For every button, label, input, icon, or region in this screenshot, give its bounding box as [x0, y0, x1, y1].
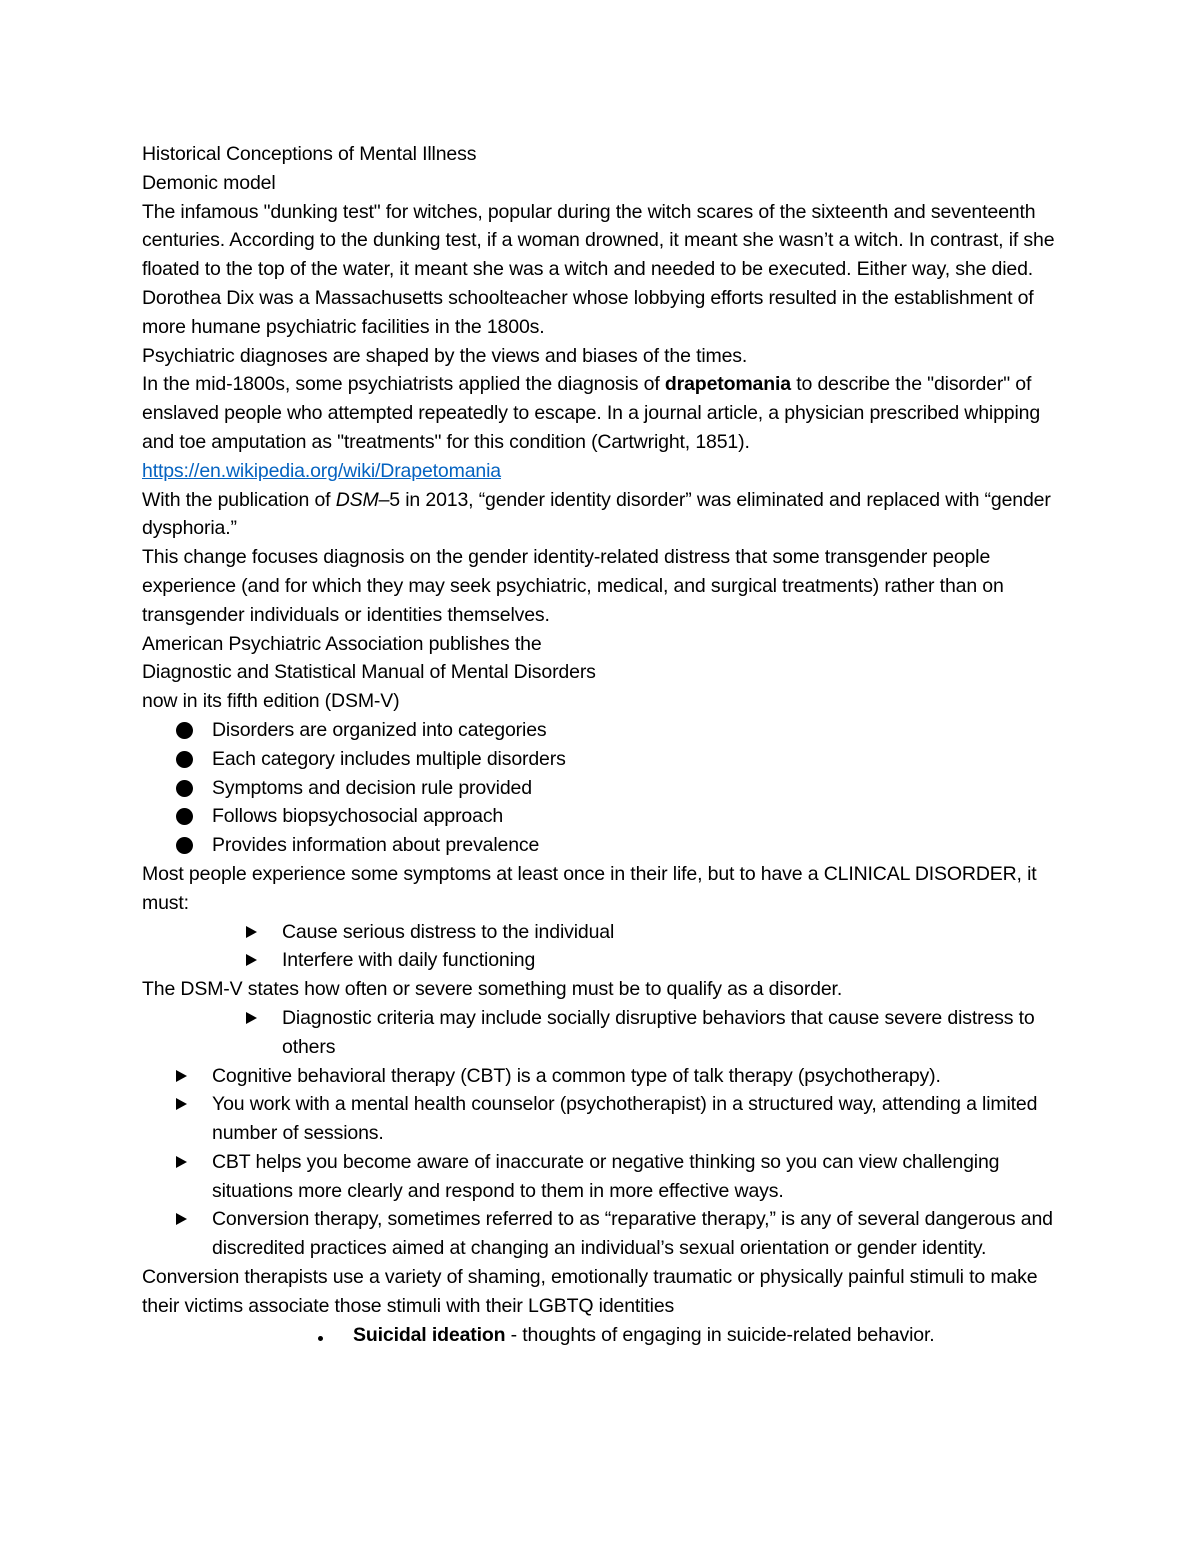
- list-item: CBT helps you become aware of inaccurate or negative thinking so you can view challenging situations more clearly and respond to them in more effective ways.: [142, 1148, 1072, 1206]
- suicidal-ideation-term: Suicidal ideation: [353, 1323, 506, 1346]
- paragraph-drapetomania: [142, 370, 1072, 485]
- drapetomania-text-after: to describe the "disorder" of enslaved people who attempted repeatedly to escape. In a journal article, a physician prescribed whipping and toe amputation as "treatments" for this condition (Cartwright, 1851).: [142, 373, 1041, 453]
- small-bullet-icon: [318, 1336, 323, 1341]
- list-item: Each category includes multiple disorders: [142, 745, 1072, 774]
- drapetomania-term: drapetomania: [664, 373, 791, 396]
- list-item: Symptoms and decision rule provided: [142, 774, 1072, 803]
- paragraph-change: This change focuses diagnosis on the gender identity-related distress that some transgender people experience (and for which they may seek psychiatric, medical, and surgical treatments) rather than on transgender individuals or identities themselves.: [142, 546, 1004, 626]
- list-item: Disorders are organized into categories: [142, 716, 1072, 745]
- arrow-bullet-icon: [246, 954, 257, 966]
- arrow-bullet-icon: [176, 1156, 187, 1168]
- paragraph-dunking-test: The infamous "dunking test" for witches, popular during the witch scares of the sixteenth and seventeenth centuries. According to the dunking test, if a woman drowned, it meant she wasn’t a witch. In contrast, if she floated to the top of the water, it meant she was a witch and needed to be executed. Either way, she died.: [142, 200, 1055, 281]
- list-item: You work with a mental health counselor (psychotherapist) in a structured way, attending a limited number of sessions.: [142, 1090, 1072, 1148]
- must-list: [142, 918, 1072, 976]
- arrow-bullet-icon: [176, 1070, 187, 1082]
- section-heading: Demonic model: [142, 171, 276, 194]
- list-item: Cause serious distress to the individual: [142, 918, 1072, 947]
- arrow-bullet-icon: [176, 1213, 187, 1225]
- arrow-bullet-icon: [246, 926, 257, 938]
- document-title: Historical Conceptions of Mental Illness: [142, 143, 477, 165]
- bullet-icon: [176, 780, 193, 797]
- bullet-icon: [176, 722, 193, 739]
- dsm-bullet-list: [142, 716, 1072, 860]
- bullet-icon: [176, 751, 193, 768]
- paragraph-apa-line1: American Psychiatric Association publishes the: [142, 632, 542, 655]
- paragraph-dsm5: [142, 486, 1072, 544]
- suicidal-list: [142, 1321, 1072, 1350]
- arrow-bullet-icon: [246, 1012, 257, 1024]
- drapetomania-text-before: In the mid-1800s, some psychiatrists applied the diagnosis of: [142, 373, 665, 396]
- arrow-bullet-icon: [176, 1098, 187, 1110]
- list-item: Interfere with daily functioning: [142, 946, 1072, 975]
- bullet-icon: [176, 808, 193, 825]
- drapetomania-link[interactable]: https://en.wikipedia.org/wiki/Drapetomania: [142, 459, 501, 482]
- bullet-icon: [176, 837, 193, 854]
- paragraph-apa-line2: Diagnostic and Statistical Manual of Mental Disorders: [142, 661, 596, 684]
- paragraph-conversion-therapists: Conversion therapists use a variety of shaming, emotionally traumatic or physically painful stimuli to make their victims associate those stimuli with their LGBTQ identities: [142, 1266, 1038, 1317]
- list-item: Follows biopsychosocial approach: [142, 802, 1072, 831]
- paragraph-biases: Psychiatric diagnoses are shaped by the views and biases of the times.: [142, 344, 748, 367]
- list-item: Provides information about prevalence: [142, 831, 1072, 860]
- criteria-list: [142, 1004, 1072, 1062]
- paragraph-apa-line3: now in its fifth edition (DSM-V): [142, 690, 400, 713]
- paragraph-dsm-states: The DSM-V states how often or severe something must be to qualify as a disorder.: [142, 978, 843, 1001]
- therapy-list: [142, 1062, 1072, 1264]
- dsm5-text-before: With the publication of: [142, 488, 336, 511]
- list-item: Diagnostic criteria may include socially disruptive behaviors that cause severe distress to others: [142, 1004, 1072, 1062]
- dsm5-text-after: –5 in 2013, “gender identity disorder” was eliminated and replaced with “gender dysphoria.”: [142, 488, 1051, 540]
- list-item: Conversion therapy, sometimes referred to as “reparative therapy,” is any of several dangerous and discredited practices aimed at changing an individual’s sexual orientation or gender identity.: [142, 1205, 1072, 1263]
- list-item: Suicidal ideation - thoughts of engaging in suicide-related behavior.: [142, 1321, 1072, 1350]
- dsm-italic: DSM: [335, 488, 379, 511]
- paragraph-clinical-disorder: Most people experience some symptoms at least once in their life, but to have a CLINICAL DISORDER, it must:: [142, 862, 1037, 914]
- document-body: [142, 140, 1072, 1349]
- paragraph-dorothea-dix: Dorothea Dix was a Massachusetts schoolteacher whose lobbying efforts resulted in the establishment of more humane psychiatric facilities in the 1800s.: [142, 286, 1034, 338]
- list-item: Cognitive behavioral therapy (CBT) is a common type of talk therapy (psychotherapy).: [142, 1062, 1072, 1091]
